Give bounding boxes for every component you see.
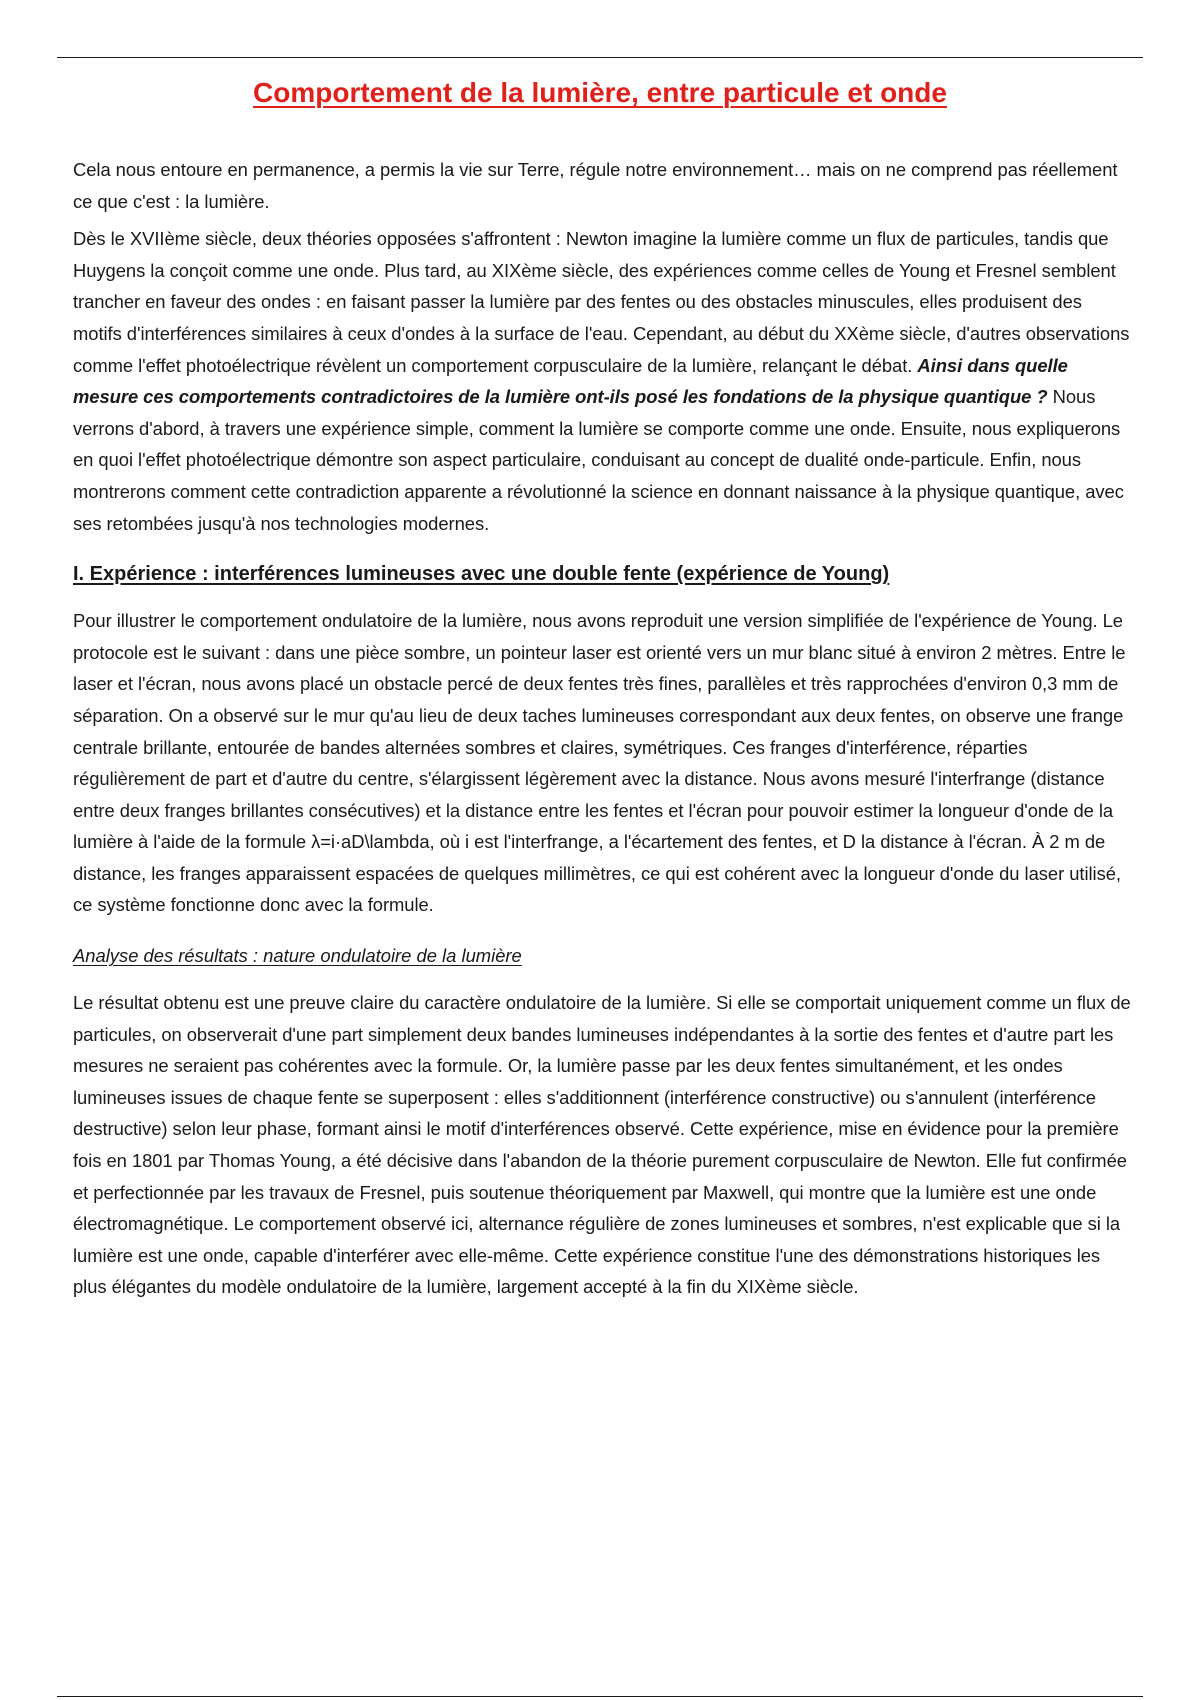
problem-statement: Ainsi dans quelle mesure ces comportements contradictoires de la lumière ont-ils posé les fondations de la physique quantique ? [73,354,1068,408]
intro-paragraph-1: Cela nous entoure en permanence, a permis la vie sur Terre, régule notre environnement… mais on ne comprend pas réellement ce que c'est : la lumière. [73,159,1118,212]
section-1-subheading: Analyse des résultats : nature ondulatoire de la lumière [73,945,522,967]
intro-text-before: Dès le XVIIème siècle, deux théories opposées s'affrontent : Newton imagine la lumière comme un flux de particules, tandis que Huygens la conçoit comme une onde. Plus tard, au XIXème siècle, des expériences comme celles de Young et Fresnel semblent trancher en faveur des ondes : en faisant passer la lumière par des fentes ou des obstacles minuscules, elles produisent des motifs d'interférences similaires à ceux d'ondes à la surface de l'eau. Cependant, au début du XXème siècle, d'autres observations comme l'effet photoélectrique révèlent un comportement corpusculaire de la lumière, relançant le débat. [73,228,1130,376]
document-body [73,154,1133,1309]
section-1-paragraph-2: Le résultat obtenu est une preuve claire du caractère ondulatoire de la lumière. Si elle se comportait uniquement comme un flux de particules, on observerait d'une part simplement deux bandes lumineuses indépendantes à la sortie des fentes et d'autre part les mesures ne seraient pas cohérentes avec la formule. Or, la lumière passe par les deux fentes simultanément, et les ondes lumineuses issues de chaque fente se superposent : elles s'additionnent (interférence constructive) ou s'annulent (interférence destructive) selon leur phase, formant ainsi le motif d'interférences observé. Cette expérience, mise en évidence pour la première fois en 1801 par Thomas Young, a été décisive dans l'abandon de la théorie purement corpusculaire de Newton. Elle fut confirmée et perfectionnée par les travaux de Fresnel, puis soutenue théoriquement par Maxwell, qui montre que la lumière est une onde électromagnétique. Le comportement observé ici, alternance régulière de zones lumineuses et sombres, n'est explicable que si la lumière est une onde, capable d'interférer avec elle-même. Cette expérience constitue l'une des démonstrations historiques les plus élégantes du modèle ondulatoire de la lumière, largement accepté à la fin du XIXème siècle. [73,992,1131,1298]
bottom-rule [57,1696,1143,1697]
intro-paragraph-2 [73,223,1133,539]
top-rule [57,57,1143,58]
intro-text-after: Nous verrons d'abord, à travers une expérience simple, comment la lumière se comporte comme une onde. Ensuite, nous expliquerons en quoi l'effet photoélectrique démontre son aspect particulaire, conduisant au concept de dualité onde-particule. Enfin, nous montrerons comment cette contradiction apparente a révolutionné la science en donnant naissance à la physique quantique, avec ses retombées jusqu'à nos technologies modernes. [73,386,1124,534]
section-1-heading: I. Expérience : interférences lumineuses avec une double fente (expérience de Young) [73,563,890,586]
section-1-paragraph-1: Pour illustrer le comportement ondulatoire de la lumière, nous avons reproduit une version simplifiée de l'expérience de Young. Le protocole est le suivant : dans une pièce sombre, un pointeur laser est orienté vers un mur blanc situé à environ 2 mètres. Entre le laser et l'écran, nous avons placé un obstacle percé de deux fentes très fines, parallèles et très rapprochées d'environ 0,3 mm de séparation. On a observé sur le mur qu'au lieu de deux taches lumineuses correspondant aux deux fentes, on observe une frange centrale brillante, entourée de bandes alternées sombres et claires, symétriques. Ces franges d'interférence, réparties régulièrement de part et d'autre du centre, s'élargissent légèrement avec la distance. Nous avons mesuré l'interfrange (distance entre deux franges brillantes consécutives) et la distance entre les fentes et l'écran pour pouvoir estimer la longueur d'onde de la lumière à l'aide de la formule λ=i·aD\lambda, où i est l'interfrange, a l'écartement des fentes, et D la distance à l'écran. À 2 m de distance, les franges apparaissent espacées de quelques millimètres, ce qui est cohérent avec la longueur d'onde du laser utilisé, ce système fonctionne donc avec la formule. [73,610,1126,916]
document-title: Comportement de la lumière, entre particule et onde [253,77,947,108]
